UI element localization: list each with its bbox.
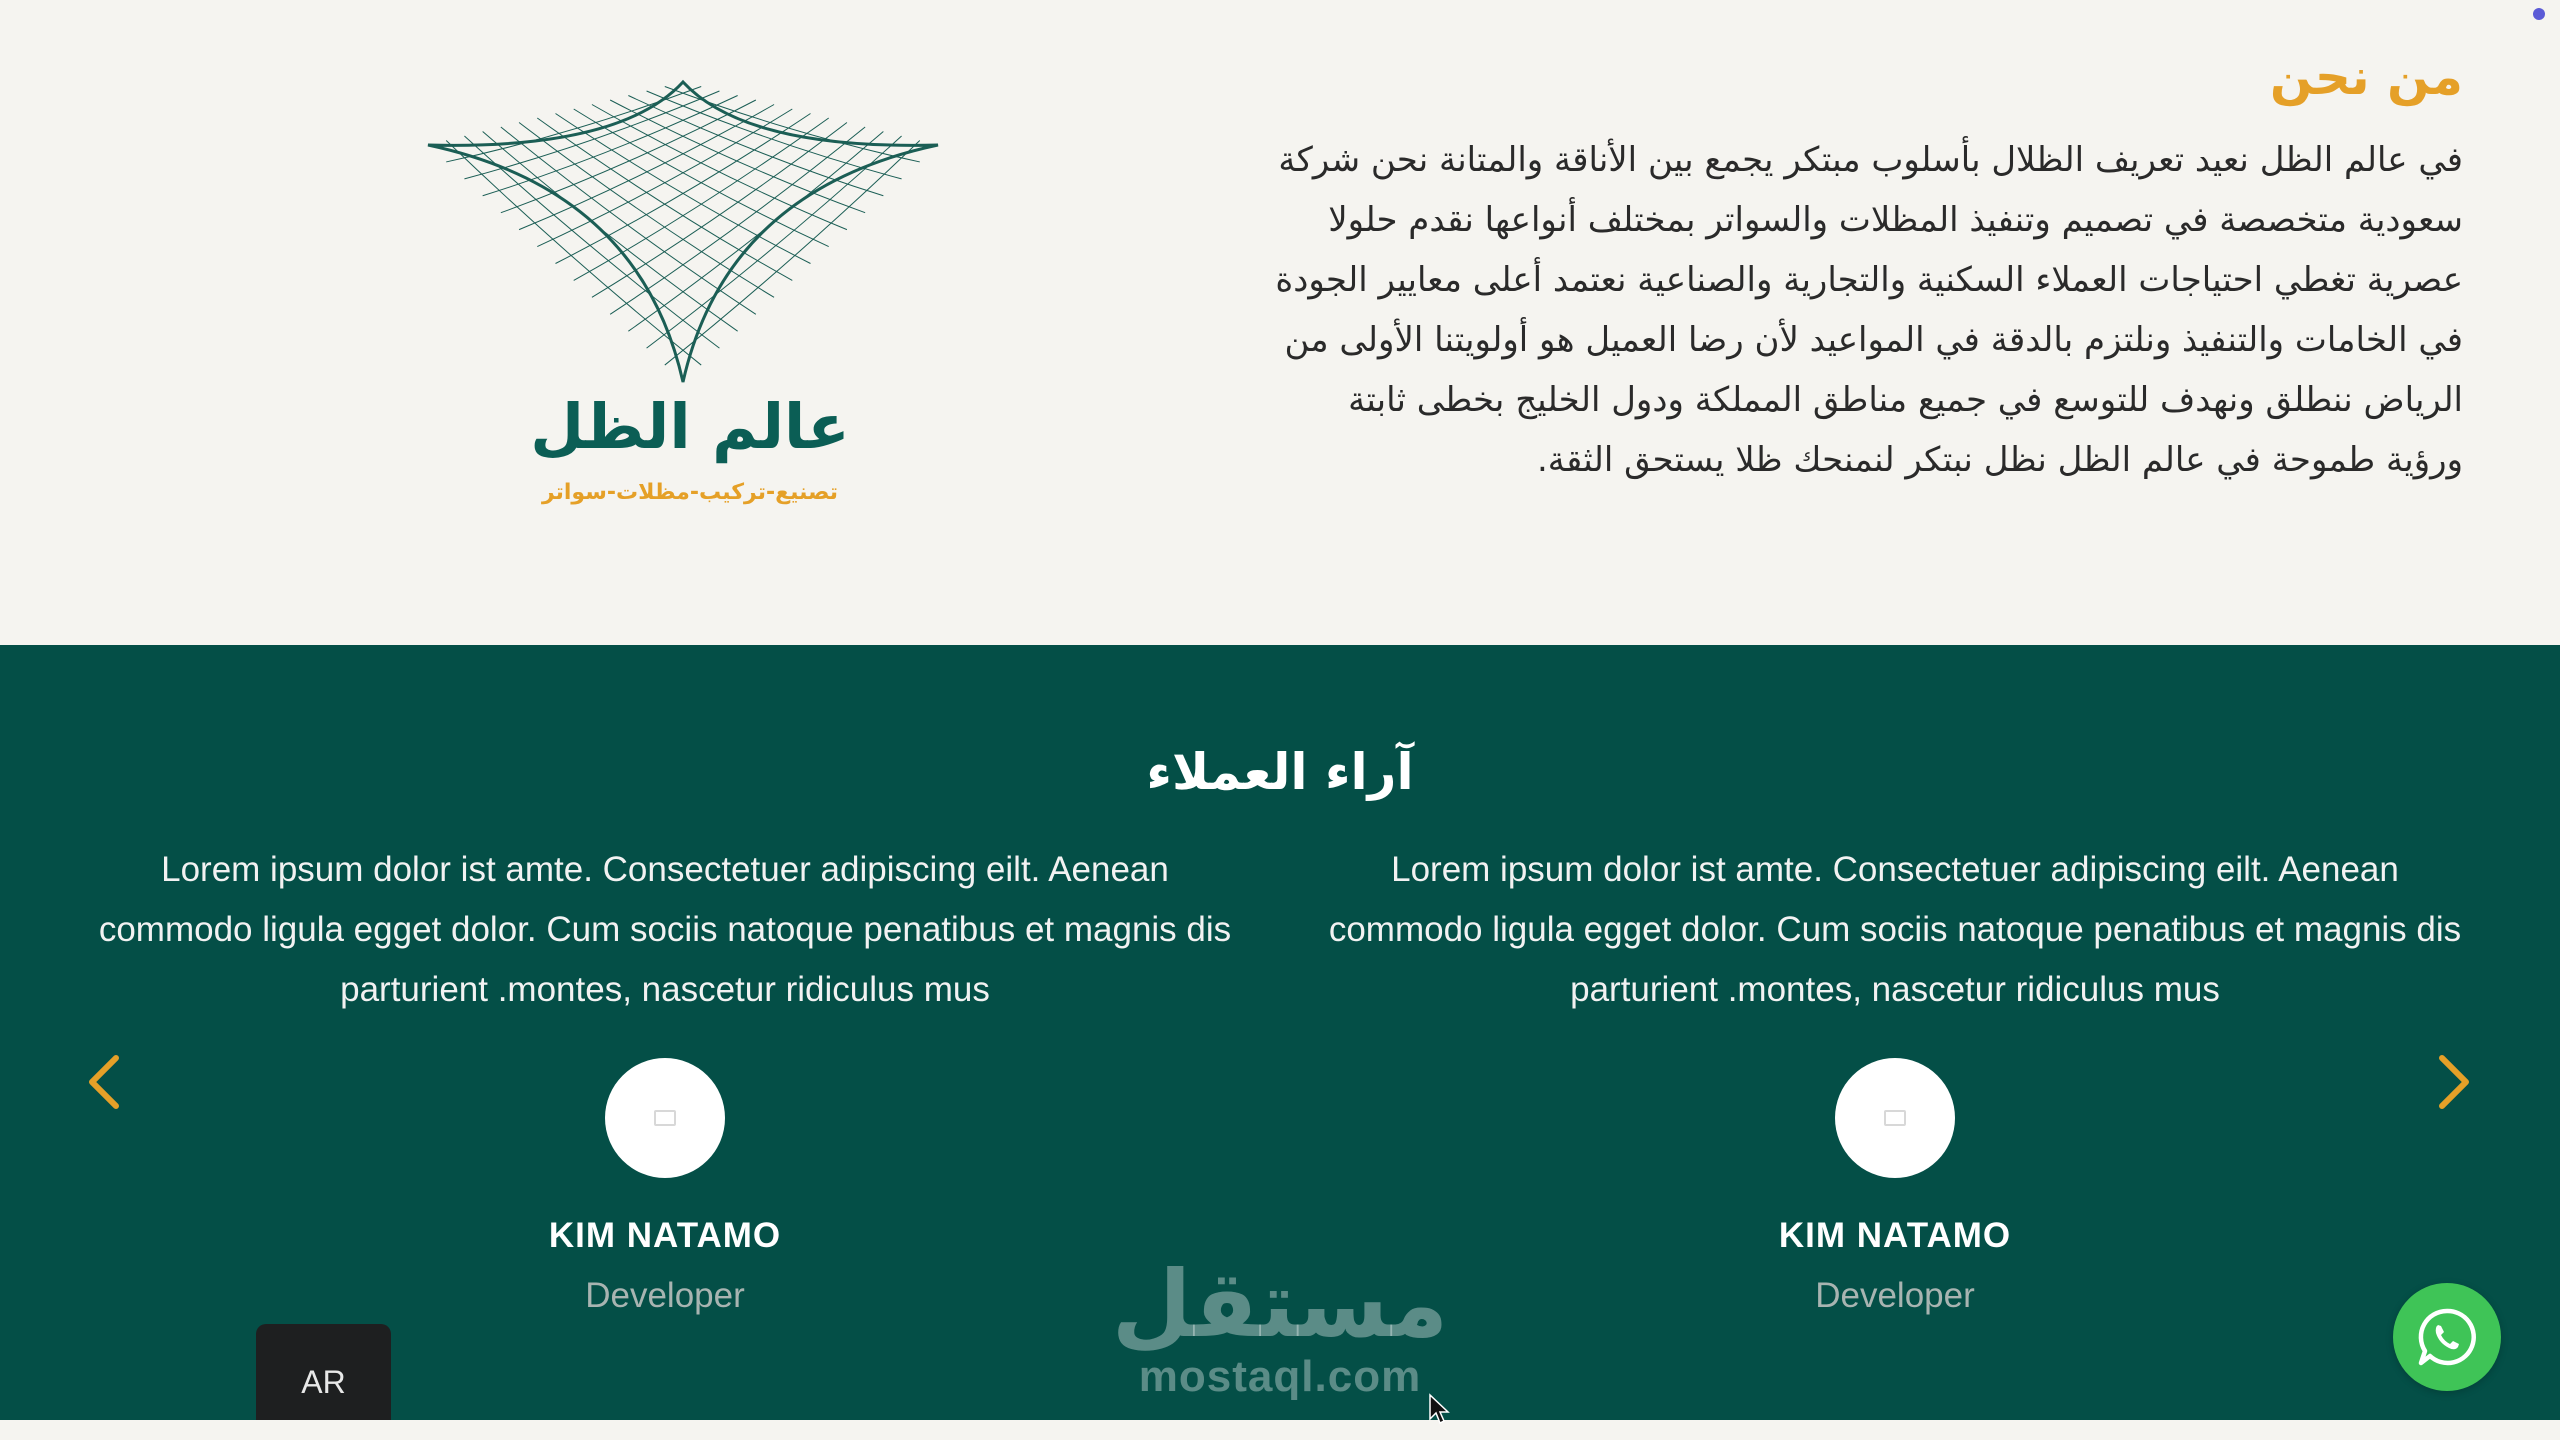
mesh-line xyxy=(537,118,792,280)
carousel-next-button[interactable] xyxy=(2428,1052,2478,1112)
mesh-line xyxy=(592,105,847,230)
mesh-line xyxy=(574,118,829,280)
footer-edge xyxy=(0,1420,2560,1440)
chevron-right-icon xyxy=(2428,1052,2478,1112)
carousel-prev-button[interactable] xyxy=(80,1052,130,1112)
avatar xyxy=(1835,1058,1955,1178)
mesh-line xyxy=(628,132,883,332)
testimonials-title: آراء العملاء xyxy=(1146,743,1414,801)
mesh-line xyxy=(574,109,829,247)
mesh-line xyxy=(519,123,774,298)
canopy-logo-icon xyxy=(420,70,960,390)
about-section xyxy=(0,0,2560,645)
chevron-left-icon xyxy=(80,1052,130,1112)
language-switch-button[interactable]: AR xyxy=(256,1324,391,1440)
watermark-arabic: مستقل xyxy=(1111,1251,1449,1358)
whatsapp-button[interactable] xyxy=(2393,1283,2501,1391)
testimonial-card xyxy=(85,840,1245,1316)
testimonial-card xyxy=(1315,840,2475,1316)
mesh-line xyxy=(537,109,792,247)
testimonial-quote: Lorem ipsum dolor ist amte. Consectetuer adipiscing eilt. Aenean commodo ligula egget dolor. Cum sociis natoque penatibus et magnis dis parturient .montes, nascetur ridiculus mus xyxy=(1328,850,2462,1009)
indicator-dot xyxy=(2533,8,2545,20)
testimonial-quote: Lorem ipsum dolor ist amte. Consectetuer adipiscing eilt. Aenean commodo ligula egget dolor. Cum sociis natoque penatibus et magnis dis parturient .montes, nascetur ridiculus mus xyxy=(98,850,1232,1009)
about-title: من نحن xyxy=(2269,48,2463,106)
mesh-line xyxy=(483,132,738,332)
testimonial-role: Developer xyxy=(585,1276,745,1315)
mouse-cursor-icon xyxy=(1428,1393,1452,1427)
image-placeholder-icon xyxy=(1884,1110,1906,1126)
mostaql-watermark xyxy=(1110,1251,1450,1415)
watermark-latin: mostaql.com xyxy=(1138,1352,1422,1401)
image-placeholder-icon xyxy=(654,1110,676,1126)
mesh-line xyxy=(519,105,774,230)
logo-name: عالم الظل xyxy=(530,390,850,463)
whatsapp-icon xyxy=(2416,1306,2478,1368)
mesh-line xyxy=(610,127,865,314)
about-description: في عالم الظل نعيد تعريف الظلال بأسلوب مبتكر يجمع بين الأناقة والمتانة نحن شركة سعودية متخصصة في تصميم وتنفيذ المظلات والسواتر بمختلف أنواعها نقدم حلولا عصرية تغطي احتياجات العملاء السكنية والتجارية والصناعية نعتمد أعلى معايير الجودة في الخامات والتنفيذ ونلتزم بالدقة في المواعيد لأن رضا العميل هو أولويتنا الأولى من الرياض ننطلق ونهدف للتوسع في جميع مناطق المملكة ودول الخليج بخطى ثابتة ورؤية طموحة في عالم الظل نظل نبتكر لنمنحك ظلا يستحق الثقة. xyxy=(1275,140,2463,480)
avatar xyxy=(605,1058,725,1178)
testimonial-name: KIM NATAMO xyxy=(1778,1216,2012,1255)
testimonial-role: Developer xyxy=(1815,1276,1975,1315)
mesh-line xyxy=(592,123,847,298)
company-logo xyxy=(420,70,960,530)
testimonial-name: KIM NATAMO xyxy=(548,1216,782,1255)
mesh-line xyxy=(501,127,756,314)
logo-tagline: تصنيع-تركيب-مظلات-سواتر xyxy=(541,480,839,505)
